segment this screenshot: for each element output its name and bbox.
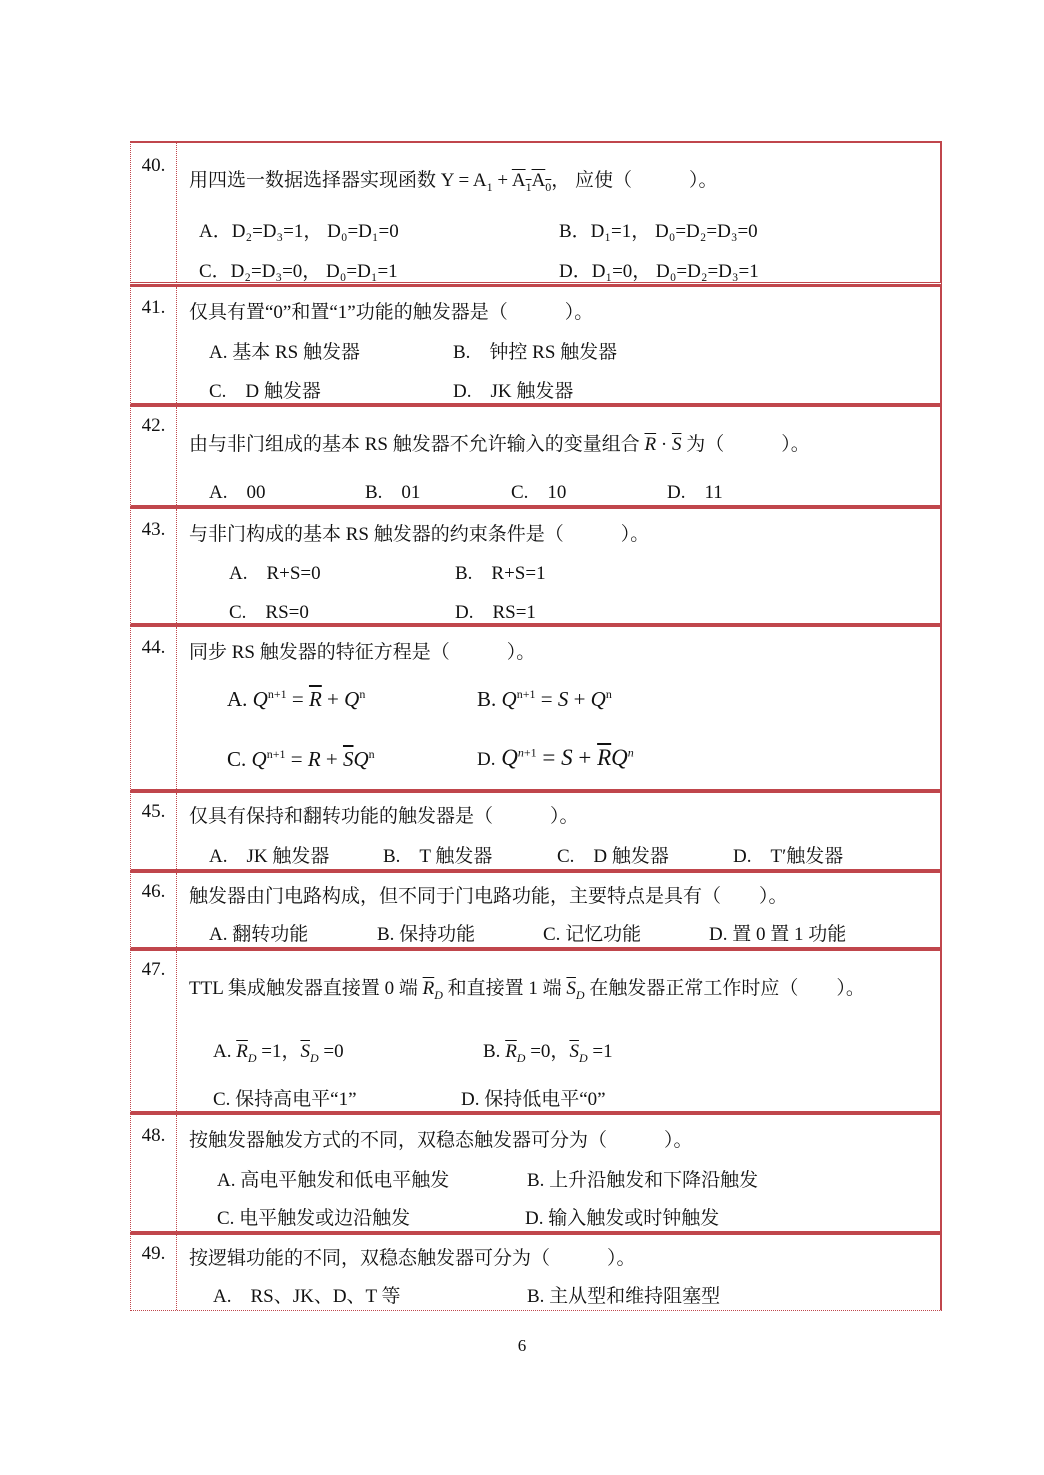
question-number: 47. [131, 951, 177, 1111]
option-c: C. 记忆功能 [543, 924, 642, 945]
option-c: C. RS=0 [229, 602, 309, 623]
question-row-41 [130, 285, 942, 405]
question-row-45 [130, 791, 942, 871]
question-row-44 [130, 625, 942, 791]
option-a: A．D₂=D₃=1， D₀=D₁=0 [199, 221, 399, 242]
option-c: C. 电平触发或边沿触发 [217, 1208, 411, 1229]
question-number: 49. [131, 1235, 177, 1310]
option-d: D. T′触发器 [733, 846, 844, 867]
question-row-40 [130, 141, 942, 285]
question-number: 43. [131, 509, 177, 623]
question-stem: 与非门构成的基本 RS 触发器的约束条件是（ ）。 [189, 524, 650, 545]
option-a: A. $Q^{n+1} = \overline{R} + Q^n$ [227, 687, 366, 711]
question-number: 40. [131, 143, 177, 282]
option-b: B. 保持功能 [377, 924, 476, 945]
option-c: C. 10 [511, 482, 567, 503]
question-number: 48. [131, 1115, 177, 1231]
option-d: D. RS=1 [455, 602, 536, 623]
option-b: B. $\overline{R}_D =0$，$\overline{S}_D =1$ [483, 1041, 613, 1065]
option-a: A. 高电平触发和低电平触发 [217, 1170, 450, 1191]
option-b: B. 上升沿触发和下降沿触发 [527, 1170, 759, 1191]
question-stem: 仅具有置“0”和置“1”功能的触发器是（ ）。 [189, 302, 594, 323]
option-a: A. 翻转功能 [209, 924, 309, 945]
option-d: D. JK 触发器 [453, 381, 574, 402]
option-c: C. D 触发器 [557, 846, 669, 867]
option-b: B. R+S=1 [455, 563, 546, 584]
question-row-43 [130, 507, 942, 625]
question-row-49 [130, 1233, 942, 1311]
option-a: A. 00 [209, 482, 266, 503]
option-c: C．D₂=D₃=0， D₀=D₁=1 [199, 261, 398, 282]
question-stem: 按逻辑功能的不同，双稳态触发器可分为（ ）。 [189, 1248, 636, 1269]
option-a: A. $\overline{R}_D =1$，$\overline{S}_D =0$ [213, 1041, 344, 1065]
question-row-47 [130, 949, 942, 1113]
page-number: 6 [517, 1336, 527, 1355]
option-d: D. 置 0 置 1 功能 [709, 924, 847, 945]
question-stem: 同步 RS 触发器的特征方程是（ ）。 [189, 642, 536, 663]
option-letter: D. [477, 749, 496, 770]
option-a: A. R+S=0 [229, 563, 321, 584]
question-number: 45. [131, 793, 177, 869]
option-d: D. 保持低电平“0” [461, 1089, 606, 1110]
option-a: A. 基本 RS 触发器 [209, 342, 360, 363]
option-letter: B. [477, 687, 497, 711]
option-d: D. 输入触发或时钟触发 [525, 1208, 720, 1229]
option-letter: A. [227, 687, 248, 711]
option-d: D. 11 [667, 482, 723, 503]
question-row-46 [130, 871, 942, 949]
question-number: 41. [131, 287, 177, 403]
question-number: 44. [131, 627, 177, 789]
option-b: B. 01 [365, 482, 421, 503]
question-row-48 [130, 1113, 942, 1233]
question-stem: 由与非门组成的基本 RS 触发器不允许输入的变量组合 $\overline{R} \cdot \overline{S}$ 为（ ）。 [189, 434, 810, 455]
option-b: B．D₁=1， D₀=D₂=D₃=0 [559, 221, 758, 242]
question-stem: TTL 集成触发器直接置 0 端 $\overline{R}_D$ 和直接置 1 端 $\overline{S}_D$ 在触发器正常工作时应（ ）。 [189, 978, 865, 1002]
question-stem: 用四选一数据选择器实现函数 $Y = A_1 + A_1A_0$， 应使（ ）。 [189, 170, 718, 194]
option-c: C. D 触发器 [209, 381, 321, 402]
option-c: C. $Q^{n+1} = R + \overline{S}Q^n$ [227, 747, 375, 771]
option-d: D. $Q^{n+1} = S + \overline{R}Q^n$ [477, 745, 634, 770]
question-table [130, 141, 942, 1311]
option-b: B. T 触发器 [383, 846, 493, 867]
option-b: B. 钟控 RS 触发器 [453, 342, 618, 363]
option-b: B. 主从型和维持阻塞型 [527, 1286, 721, 1307]
option-letter: C. [227, 747, 247, 771]
question-stem: 仅具有保持和翻转功能的触发器是（ ）。 [189, 806, 579, 827]
question-number: 46. [131, 873, 177, 947]
question-stem: 触发器由门电路构成，但不同于门电路功能，主要特点是具有（ ）。 [189, 886, 788, 907]
option-c: C. 保持高电平“1” [213, 1089, 357, 1110]
option-a: A. RS、JK、D、T 等 [213, 1286, 401, 1307]
question-row-42 [130, 405, 942, 507]
question-number: 42. [131, 407, 177, 505]
option-a: A. JK 触发器 [209, 846, 330, 867]
option-d: D．D₁=0， D₀=D₂=D₃=1 [559, 261, 759, 282]
question-stem: 按触发器触发方式的不同，双稳态触发器可分为（ ）。 [189, 1130, 693, 1151]
option-b: B. $Q^{n+1} = S + Q^n$ [477, 687, 612, 711]
